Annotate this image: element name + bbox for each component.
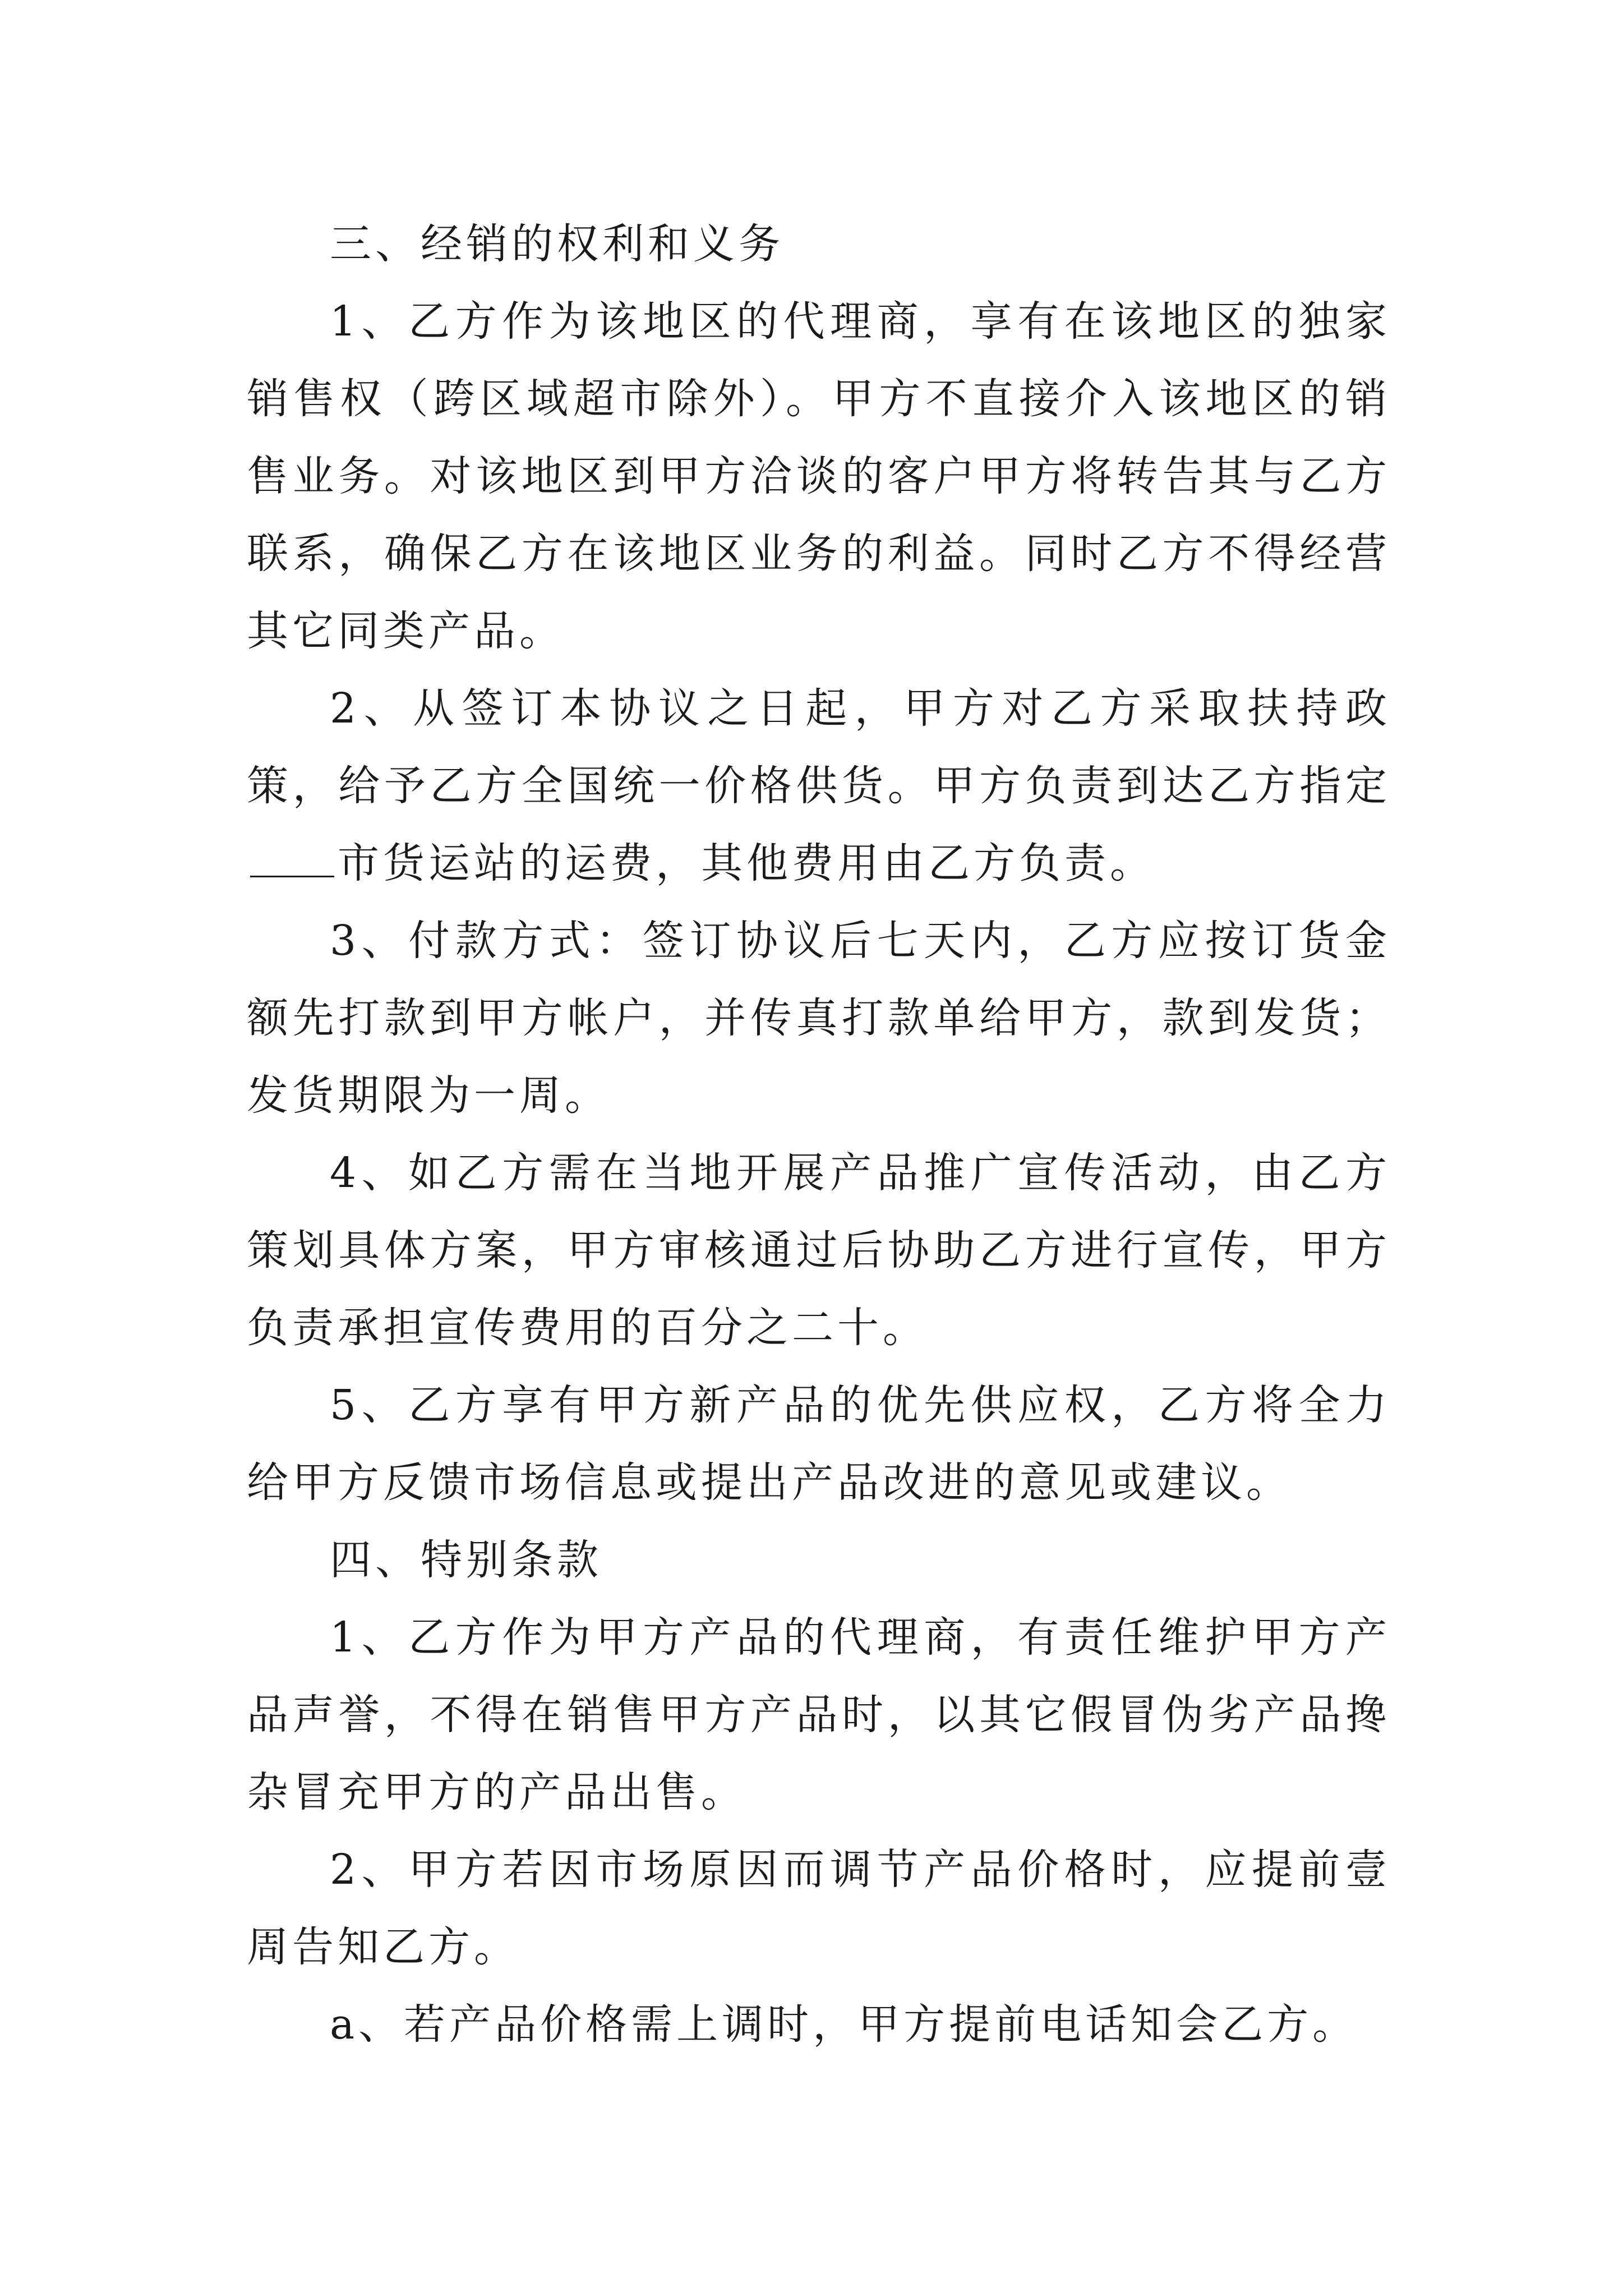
clause-price-increase-notice: a、若产品价格需上调时，甲方提前电话知会乙方。 xyxy=(330,2000,1358,2049)
clause-priority-supply: 5、乙方享有甲方新产品的优先供应权，乙方将全力给甲方反馈市场信息或提出产品改进的意见或建议。 xyxy=(247,1381,1391,1507)
document-body xyxy=(247,205,1391,2063)
clause-payment-method: 3、付款方式：签订协议后七天内，乙方应按订货金额先打款到甲方帐户，并传真打款单给甲方，款到发货；发货期限为一周。 xyxy=(247,917,1391,1120)
clause-support-policy-text-before: 2、从签订本协议之日起，甲方对乙方采取扶持政策，给予乙方全国统一价格供货。甲方负责到达乙方指定 xyxy=(247,684,1391,810)
blank-city-field xyxy=(250,875,334,877)
clause-reputation: 1、乙方作为甲方产品的代理商，有责任维护甲方产品声誉，不得在销售甲方产品时，以其它假冒伪劣产品搀杂冒充甲方的产品出售。 xyxy=(247,1613,1391,1816)
clause-support-policy xyxy=(247,670,1391,902)
clause-exclusive-sales-right: 1、乙方作为该地区的代理商，享有在该地区的独家销售权（跨区域超市除外）。甲方不直接介入该地区的销售业务。对该地区到甲方洽谈的客户甲方将转告其与乙方联系，确保乙方在该地区业务的利益。同时乙方不得经营其它同类产品。 xyxy=(247,297,1391,655)
clause-price-adjustment: 2、甲方若因市场原因而调节产品价格时，应提前壹周告知乙方。 xyxy=(247,1846,1391,1971)
clause-promotion: 4、如乙方需在当地开展产品推广宣传活动，由乙方策划具体方案，甲方审核通过后协助乙方进行宣传，甲方负责承担宣传费用的百分之二十。 xyxy=(247,1149,1391,1352)
clause-support-policy-text-after: 市货运站的运费，其他费用由乙方负责。 xyxy=(338,839,1155,887)
section-heading-special-terms: 四、特别条款 xyxy=(330,1536,602,1584)
section-heading-rights-obligations: 三、经销的权利和义务 xyxy=(330,220,784,268)
